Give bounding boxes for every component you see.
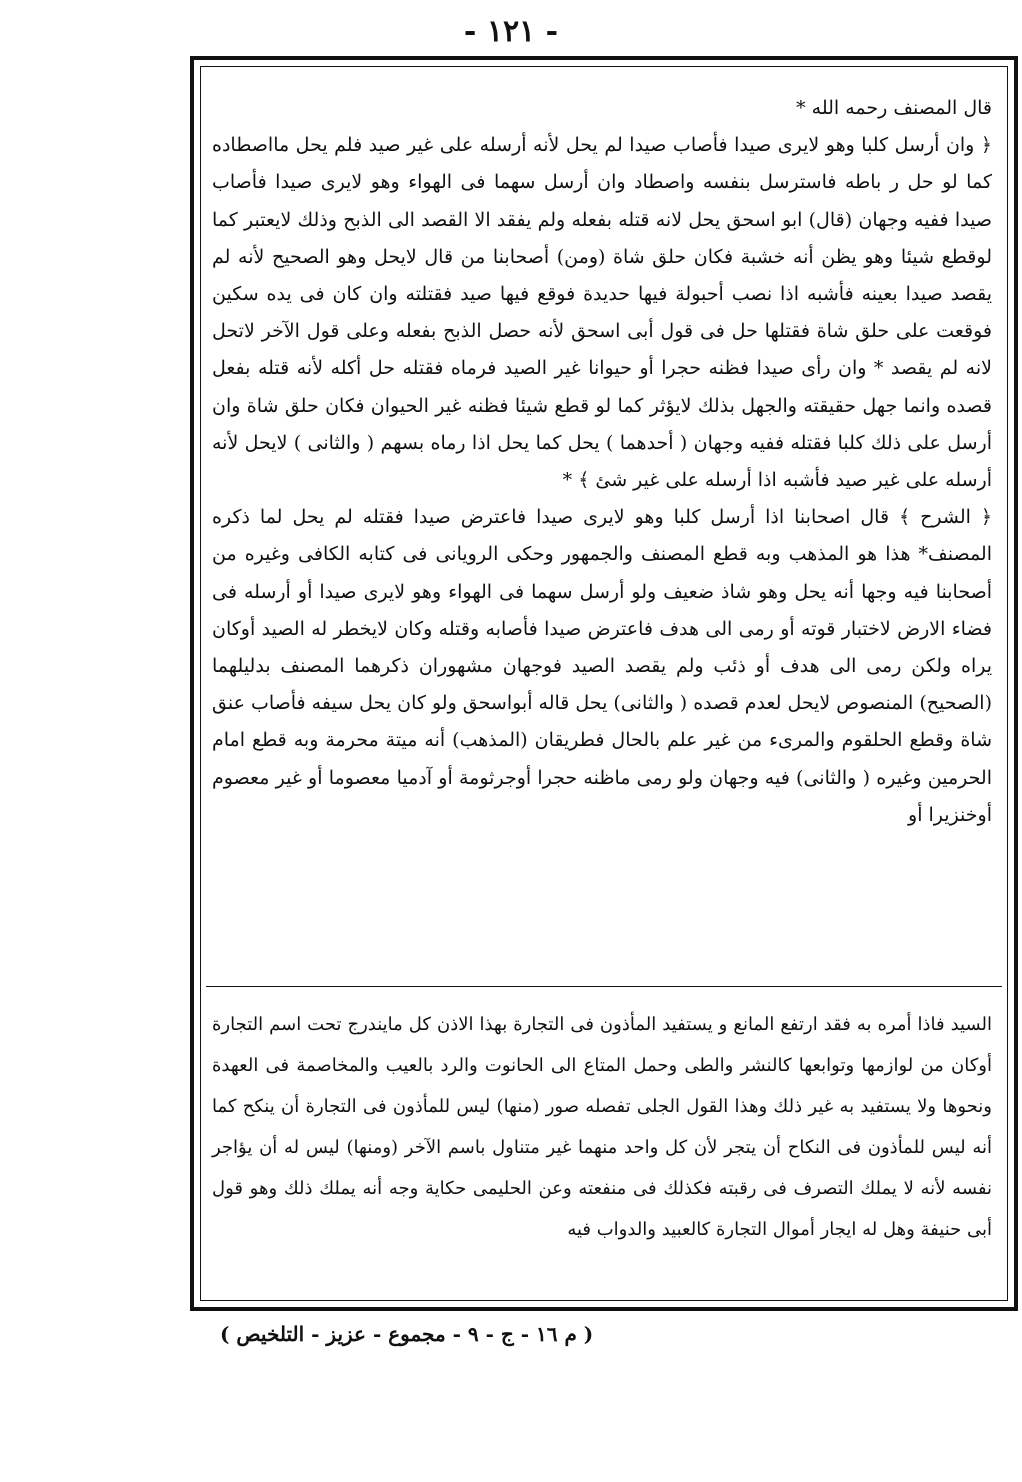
main-paragraph-sharh: ﴿ الشرح ﴾ قال اصحابنا اذا أرسل كلبا وهو لايرى صيدا فاعترض صيدا فقتله لم يحل لما ذكره المصنف* هذا هو المذهب وبه قطع المصنف والجمهور وحكى الرويانى فى كتابه الكافى وغيره من أصحابنا فيه وجها أنه يحل وهو شاذ ضعيف ولو أرسل سهما فى الهواء وهو لايرى صيدا أو أرسله فى فضاء الارض لاختبار قوته أو رمى الى هدف فاعترض صيدا فأصابه وقتله وكان لايخطر له الصيد أوكان يراه ولكن رمى الى هدف أو ذئب ولم يقصد الصيد فوجهان مشهوران ذكرهما المصنف بدليلهما (الصحيح) المنصوص لايحل لعدم قصده ( والثانى) يحل قاله أبواسحق ولو كان يحل سيفه فأصاب عنق شاة وقطع الحلقوم والمرىء من غير علم بالحال فطريقان (المذهب) أنه ميتة محرمة وبه قطع امام الحرمين وغيره ( والثانى) فيه وجهان ولو رمى ماظنه حجرا أوجرثومة أو آدميا معصوما أو غير معصوم أوخنزيرا أو bbox=[212, 506, 992, 826]
footnote-divider bbox=[206, 986, 1002, 987]
page-frame bbox=[190, 56, 1018, 1311]
main-text bbox=[212, 90, 992, 834]
main-paragraph-matn: ﴿ وان أرسل كلبا وهو لايرى صيدا فأصاب صيدا لم يحل لأنه أرسله على غير صيد فلم يحل مااصطاده كما لو حل ر باطه فاسترسل بنفسه واصطاد وان أرسل سهما فى الهواء وهو لايرى صيدا فأصاب صيدا ففيه وجهان (قال) ابو اسحق يحل لانه قتله بفعله ولم يفقد الا القصد الى الذبح وذلك لايعتبر كما لوقطع شيئا وهو يظن أنه خشبة فكان حلق شاة (ومن) أصحابنا من قال لايحل وهو الصحيح لأنه لم يقصد صيدا بعينه فأشبه اذا نصب أحبولة فيها حديدة فوقع فيها صيد فقتلته وان كان فى يده سكين فوقعت على حلق شاة فقتلها حل فى قول أبى اسحق لأنه حصل الذبح بفعله وعلى قول الآخر لاتحل لانه لم يقصد * وان رأى صيدا فظنه حجرا أو حيوانا غير الصيد فرماه فقتله حل أكله لأنه قتله بفعل قصده وانما جهل حقيقته والجهل بذلك لايؤثر كما لو قطع شيئا فظنه غير الحيوان فكان حلق شاة وان أرسل على ذلك كلبا فقتله ففيه وجهان ( أحدهما ) يحل كما يحل اذا رماه بسهم ( والثانى ) لايحل لأنه أرسله على غير صيد فأشبه اذا أرسله على غير شئ ﴾ * bbox=[212, 134, 993, 492]
footnote-paragraph: السيد فاذا أمره به فقد ارتفع المانع و يستفيد المأذون فى التجارة بهذا الاذن كل مايندرج تحت اسم التجارة أوكان من لوازمها وتوابعها كالنشر والطى وحمل المتاع الى الحانوت والرد بالعيب والمخاصمة فى العهدة ونحوها ولا يستفيد به غير ذلك وهذا القول الجلى تفصله صور (منها) ليس للمأذون فى التجارة أن ينكح كما أنه ليس للمأذون فى النكاح أن يتجر لأن كل واحد منهما غير متناول باسم الآخر (ومنها) ليس له أن يؤاجر نفسه لأنه لا يملك التصرف فى رقبته فكذلك فى منفعته وعن الحليمى حكاية وجه أنه يملك ذلك وهو قول أبى حنيفة وهل له ايجار أموال التجارة كالعبيد والدواب فيه bbox=[212, 1014, 992, 1240]
footnote-text bbox=[212, 1004, 992, 1250]
colophon: ( م ١٦ - ج - ٩ - مجموع - عزيز - التلخيص ) bbox=[220, 1322, 594, 1346]
page-number: - ١٢١ - bbox=[463, 14, 559, 49]
section-heading: قال المصنف رحمه الله * bbox=[796, 97, 992, 119]
